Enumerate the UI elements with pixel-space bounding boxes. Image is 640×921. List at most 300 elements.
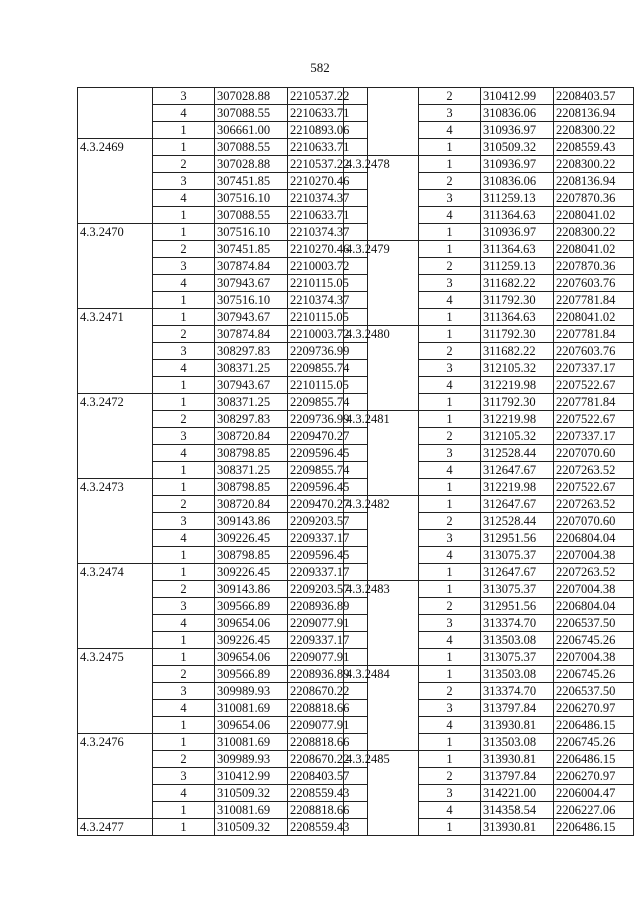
table-row	[78, 360, 368, 377]
plot-id-cell: 4.3.2476	[78, 734, 153, 751]
point-number-cell: 2	[153, 411, 215, 428]
x-coordinate-cell: 307943.67	[215, 275, 288, 292]
table-row	[78, 462, 368, 479]
x-coordinate-cell: 311682.22	[481, 275, 554, 292]
x-coordinate-cell: 307028.88	[215, 156, 288, 173]
point-number-cell: 4	[153, 105, 215, 122]
x-coordinate-cell: 313797.84	[481, 768, 554, 785]
x-coordinate-cell: 314358.54	[481, 802, 554, 819]
y-coordinate-cell: 2206486.15	[554, 751, 634, 768]
point-number-cell: 3	[153, 683, 215, 700]
plot-id-cell	[344, 649, 419, 666]
y-coordinate-cell: 2209855.74	[288, 394, 368, 411]
x-coordinate-cell: 312951.56	[481, 530, 554, 547]
plot-id-cell	[78, 241, 153, 258]
x-coordinate-cell: 313797.84	[481, 700, 554, 717]
y-coordinate-cell: 2209596.45	[288, 445, 368, 462]
y-coordinate-cell: 2209596.45	[288, 479, 368, 496]
plot-id-cell	[344, 564, 419, 581]
y-coordinate-cell: 2209077.91	[288, 649, 368, 666]
x-coordinate-cell: 310936.97	[481, 156, 554, 173]
table-row	[78, 428, 368, 445]
x-coordinate-cell: 312647.67	[481, 462, 554, 479]
plot-id-cell: 4.3.2472	[78, 394, 153, 411]
y-coordinate-cell: 2210537.22	[288, 88, 368, 105]
plot-id-cell	[78, 411, 153, 428]
table-row	[344, 819, 634, 836]
table-row	[344, 241, 634, 258]
point-number-cell: 1	[153, 224, 215, 241]
table-row	[344, 547, 634, 564]
table-row	[78, 241, 368, 258]
plot-id-cell	[78, 530, 153, 547]
y-coordinate-cell: 2208818.66	[288, 802, 368, 819]
x-coordinate-cell: 307088.55	[215, 139, 288, 156]
plot-id-cell	[78, 751, 153, 768]
x-coordinate-cell: 310081.69	[215, 700, 288, 717]
plot-id-cell: 4.3.2482	[344, 496, 419, 513]
plot-id-cell	[344, 309, 419, 326]
point-number-cell: 3	[153, 428, 215, 445]
table-row	[344, 649, 634, 666]
point-number-cell: 1	[153, 479, 215, 496]
point-number-cell: 1	[419, 819, 481, 836]
x-coordinate-cell: 309566.89	[215, 666, 288, 683]
x-coordinate-cell: 310081.69	[215, 802, 288, 819]
y-coordinate-cell: 2209077.91	[288, 615, 368, 632]
table-row	[78, 224, 368, 241]
x-coordinate-cell: 311682.22	[481, 343, 554, 360]
plot-id-cell	[344, 598, 419, 615]
x-coordinate-cell: 309654.06	[215, 615, 288, 632]
plot-id-cell	[78, 275, 153, 292]
x-coordinate-cell: 311259.13	[481, 190, 554, 207]
plot-id-cell	[78, 717, 153, 734]
point-number-cell: 1	[153, 632, 215, 649]
plot-id-cell	[78, 207, 153, 224]
x-coordinate-cell: 310509.32	[215, 819, 288, 836]
plot-id-cell	[344, 683, 419, 700]
point-number-cell: 2	[153, 241, 215, 258]
y-coordinate-cell: 2207781.84	[554, 394, 634, 411]
y-coordinate-cell: 2209470.27	[288, 428, 368, 445]
plot-id-cell	[344, 360, 419, 377]
point-number-cell: 3	[419, 445, 481, 462]
point-number-cell: 1	[419, 309, 481, 326]
table-row	[344, 717, 634, 734]
y-coordinate-cell: 2208041.02	[554, 207, 634, 224]
point-number-cell: 1	[419, 326, 481, 343]
point-number-cell: 4	[153, 445, 215, 462]
table-row	[344, 666, 634, 683]
y-coordinate-cell: 2206804.04	[554, 530, 634, 547]
table-row	[78, 785, 368, 802]
plot-id-cell	[78, 513, 153, 530]
table-row	[344, 564, 634, 581]
x-coordinate-cell: 309566.89	[215, 598, 288, 615]
y-coordinate-cell: 2209736.99	[288, 411, 368, 428]
y-coordinate-cell: 2207603.76	[554, 343, 634, 360]
point-number-cell: 1	[419, 581, 481, 598]
table-row	[344, 275, 634, 292]
point-number-cell: 4	[419, 462, 481, 479]
y-coordinate-cell: 2210003.72	[288, 258, 368, 275]
plot-id-cell	[78, 581, 153, 598]
plot-id-cell	[344, 547, 419, 564]
y-coordinate-cell: 2208936.89	[288, 666, 368, 683]
point-number-cell: 2	[153, 666, 215, 683]
point-number-cell: 1	[153, 377, 215, 394]
point-number-cell: 4	[153, 190, 215, 207]
table-row	[78, 105, 368, 122]
y-coordinate-cell: 2208300.22	[554, 224, 634, 241]
y-coordinate-cell: 2208559.43	[288, 785, 368, 802]
x-coordinate-cell: 313374.70	[481, 615, 554, 632]
x-coordinate-cell: 314221.00	[481, 785, 554, 802]
y-coordinate-cell: 2207263.52	[554, 564, 634, 581]
y-coordinate-cell: 2208559.43	[554, 139, 634, 156]
plot-id-cell	[344, 275, 419, 292]
x-coordinate-cell: 310836.06	[481, 173, 554, 190]
y-coordinate-cell: 2207781.84	[554, 292, 634, 309]
x-coordinate-cell: 308371.25	[215, 360, 288, 377]
plot-id-cell: 4.3.2470	[78, 224, 153, 241]
plot-id-cell	[78, 88, 153, 105]
y-coordinate-cell: 2206486.15	[554, 717, 634, 734]
plot-id-cell: 4.3.2484	[344, 666, 419, 683]
x-coordinate-cell: 308798.85	[215, 445, 288, 462]
x-coordinate-cell: 312219.98	[481, 479, 554, 496]
table-row	[344, 479, 634, 496]
plot-id-cell	[78, 360, 153, 377]
table-row	[344, 785, 634, 802]
x-coordinate-cell: 313075.37	[481, 547, 554, 564]
point-number-cell: 1	[419, 496, 481, 513]
y-coordinate-cell: 2209596.45	[288, 547, 368, 564]
y-coordinate-cell: 2209337.17	[288, 530, 368, 547]
y-coordinate-cell: 2206227.06	[554, 802, 634, 819]
y-coordinate-cell: 2207004.38	[554, 649, 634, 666]
y-coordinate-cell: 2208403.57	[554, 88, 634, 105]
y-coordinate-cell: 2208936.89	[288, 598, 368, 615]
y-coordinate-cell: 2206745.26	[554, 666, 634, 683]
table-row	[344, 462, 634, 479]
y-coordinate-cell: 2208818.66	[288, 734, 368, 751]
table-row	[78, 768, 368, 785]
point-number-cell: 1	[419, 564, 481, 581]
table-row	[78, 751, 368, 768]
point-number-cell: 4	[419, 717, 481, 734]
plot-id-cell	[344, 122, 419, 139]
x-coordinate-cell: 307028.88	[215, 88, 288, 105]
point-number-cell: 1	[153, 207, 215, 224]
y-coordinate-cell: 2206804.04	[554, 598, 634, 615]
plot-id-cell	[344, 700, 419, 717]
y-coordinate-cell: 2208136.94	[554, 105, 634, 122]
plot-id-cell: 4.3.2469	[78, 139, 153, 156]
x-coordinate-cell: 308798.85	[215, 547, 288, 564]
point-number-cell: 1	[153, 649, 215, 666]
x-coordinate-cell: 309226.45	[215, 632, 288, 649]
table-row	[344, 377, 634, 394]
y-coordinate-cell: 2209855.74	[288, 462, 368, 479]
point-number-cell: 1	[153, 547, 215, 564]
table-row	[344, 445, 634, 462]
plot-id-cell	[344, 343, 419, 360]
plot-id-cell	[344, 632, 419, 649]
point-number-cell: 1	[153, 139, 215, 156]
plot-id-cell	[344, 377, 419, 394]
y-coordinate-cell: 2209337.17	[288, 564, 368, 581]
x-coordinate-cell: 308798.85	[215, 479, 288, 496]
table-row	[78, 88, 368, 105]
table-row	[78, 207, 368, 224]
table-row	[78, 343, 368, 360]
table-row	[344, 343, 634, 360]
plot-id-cell	[78, 547, 153, 564]
y-coordinate-cell: 2210003.72	[288, 326, 368, 343]
point-number-cell: 3	[153, 768, 215, 785]
plot-id-cell	[78, 615, 153, 632]
plot-id-cell	[78, 700, 153, 717]
point-number-cell: 2	[153, 496, 215, 513]
x-coordinate-cell: 308720.84	[215, 428, 288, 445]
plot-id-cell	[78, 632, 153, 649]
y-coordinate-cell: 2207870.36	[554, 258, 634, 275]
table-row	[78, 190, 368, 207]
plot-id-cell: 4.3.2483	[344, 581, 419, 598]
y-coordinate-cell: 2206537.50	[554, 683, 634, 700]
table-row	[78, 326, 368, 343]
plot-id-cell	[344, 88, 419, 105]
plot-id-cell	[78, 292, 153, 309]
y-coordinate-cell: 2207337.17	[554, 360, 634, 377]
point-number-cell: 3	[153, 258, 215, 275]
table-row	[78, 173, 368, 190]
point-number-cell: 3	[153, 598, 215, 615]
point-number-cell: 4	[419, 207, 481, 224]
x-coordinate-cell: 308297.83	[215, 411, 288, 428]
y-coordinate-cell: 2210115.05	[288, 309, 368, 326]
table-row	[344, 156, 634, 173]
plot-id-cell	[78, 156, 153, 173]
table-row	[78, 411, 368, 428]
x-coordinate-cell: 312647.67	[481, 564, 554, 581]
y-coordinate-cell: 2208300.22	[554, 156, 634, 173]
table-row	[78, 666, 368, 683]
x-coordinate-cell: 310412.99	[215, 768, 288, 785]
point-number-cell: 4	[153, 360, 215, 377]
y-coordinate-cell: 2207070.60	[554, 445, 634, 462]
y-coordinate-cell: 2210633.71	[288, 105, 368, 122]
y-coordinate-cell: 2206486.15	[554, 819, 634, 836]
y-coordinate-cell: 2209337.17	[288, 632, 368, 649]
y-coordinate-cell: 2207070.60	[554, 513, 634, 530]
plot-id-cell	[344, 258, 419, 275]
table-row	[78, 139, 368, 156]
point-number-cell: 4	[153, 275, 215, 292]
table-row	[78, 649, 368, 666]
point-number-cell: 1	[153, 309, 215, 326]
point-number-cell: 1	[153, 462, 215, 479]
plot-id-cell	[78, 496, 153, 513]
point-number-cell: 4	[419, 377, 481, 394]
y-coordinate-cell: 2209855.74	[288, 360, 368, 377]
x-coordinate-cell: 310081.69	[215, 734, 288, 751]
plot-id-cell	[344, 190, 419, 207]
point-number-cell: 2	[153, 751, 215, 768]
x-coordinate-cell: 313503.08	[481, 666, 554, 683]
y-coordinate-cell: 2207337.17	[554, 428, 634, 445]
point-number-cell: 1	[153, 717, 215, 734]
y-coordinate-cell: 2208403.57	[288, 768, 368, 785]
plot-id-cell	[78, 445, 153, 462]
point-number-cell: 3	[419, 530, 481, 547]
y-coordinate-cell: 2210270.46	[288, 173, 368, 190]
y-coordinate-cell: 2208136.94	[554, 173, 634, 190]
y-coordinate-cell: 2206745.26	[554, 734, 634, 751]
point-number-cell: 3	[419, 785, 481, 802]
y-coordinate-cell: 2207781.84	[554, 326, 634, 343]
table-row	[344, 88, 634, 105]
x-coordinate-cell: 309226.45	[215, 564, 288, 581]
point-number-cell: 3	[153, 343, 215, 360]
point-number-cell: 3	[419, 190, 481, 207]
point-number-cell: 2	[419, 258, 481, 275]
y-coordinate-cell: 2208670.22	[288, 751, 368, 768]
y-coordinate-cell: 2207522.67	[554, 377, 634, 394]
table-row	[78, 496, 368, 513]
x-coordinate-cell: 307088.55	[215, 105, 288, 122]
x-coordinate-cell: 307451.85	[215, 241, 288, 258]
point-number-cell: 3	[153, 173, 215, 190]
x-coordinate-cell: 311259.13	[481, 258, 554, 275]
point-number-cell: 4	[419, 632, 481, 649]
x-coordinate-cell: 312105.32	[481, 428, 554, 445]
plot-id-cell: 4.3.2477	[78, 819, 153, 836]
plot-id-cell	[344, 224, 419, 241]
point-number-cell: 2	[419, 768, 481, 785]
table-row	[78, 547, 368, 564]
x-coordinate-cell: 310509.32	[481, 139, 554, 156]
plot-id-cell	[344, 479, 419, 496]
x-coordinate-cell: 309989.93	[215, 683, 288, 700]
table-row	[344, 496, 634, 513]
point-number-cell: 3	[153, 88, 215, 105]
point-number-cell: 1	[153, 819, 215, 836]
point-number-cell: 2	[419, 343, 481, 360]
point-number-cell: 1	[419, 479, 481, 496]
plot-id-cell	[78, 666, 153, 683]
point-number-cell: 1	[419, 751, 481, 768]
y-coordinate-cell: 2207263.52	[554, 496, 634, 513]
plot-id-cell	[78, 258, 153, 275]
point-number-cell: 4	[153, 615, 215, 632]
table-row	[78, 530, 368, 547]
plot-id-cell	[78, 377, 153, 394]
x-coordinate-cell: 311792.30	[481, 394, 554, 411]
y-coordinate-cell: 2210537.22	[288, 156, 368, 173]
point-number-cell: 4	[153, 785, 215, 802]
page-number: 582	[310, 60, 330, 75]
plot-id-cell: 4.3.2471	[78, 309, 153, 326]
table-row	[78, 564, 368, 581]
x-coordinate-cell: 312219.98	[481, 377, 554, 394]
x-coordinate-cell: 313503.08	[481, 734, 554, 751]
point-number-cell: 3	[419, 105, 481, 122]
point-number-cell: 1	[153, 122, 215, 139]
plot-id-cell	[78, 105, 153, 122]
y-coordinate-cell: 2209203.57	[288, 581, 368, 598]
x-coordinate-cell: 307943.67	[215, 309, 288, 326]
x-coordinate-cell: 308720.84	[215, 496, 288, 513]
point-number-cell: 2	[419, 513, 481, 530]
x-coordinate-cell: 311364.63	[481, 241, 554, 258]
plot-id-cell: 4.3.2480	[344, 326, 419, 343]
right-coordinate-table	[343, 87, 634, 836]
table-row	[78, 275, 368, 292]
plot-id-cell	[344, 513, 419, 530]
plot-id-cell	[78, 173, 153, 190]
x-coordinate-cell: 310936.97	[481, 122, 554, 139]
table-row	[344, 360, 634, 377]
table-row	[344, 751, 634, 768]
plot-id-cell	[78, 428, 153, 445]
plot-id-cell	[344, 462, 419, 479]
y-coordinate-cell: 2209077.91	[288, 717, 368, 734]
table-row	[344, 309, 634, 326]
x-coordinate-cell: 311792.30	[481, 292, 554, 309]
table-row	[78, 292, 368, 309]
point-number-cell: 2	[153, 581, 215, 598]
table-row	[78, 513, 368, 530]
point-number-cell: 2	[153, 326, 215, 343]
plot-id-cell	[78, 683, 153, 700]
y-coordinate-cell: 2207603.76	[554, 275, 634, 292]
x-coordinate-cell: 311792.30	[481, 326, 554, 343]
table-row	[344, 105, 634, 122]
point-number-cell: 2	[419, 428, 481, 445]
x-coordinate-cell: 313930.81	[481, 819, 554, 836]
table-row	[344, 530, 634, 547]
table-row	[344, 615, 634, 632]
point-number-cell: 2	[419, 88, 481, 105]
x-coordinate-cell: 312219.98	[481, 411, 554, 428]
x-coordinate-cell: 310412.99	[481, 88, 554, 105]
plot-id-cell	[344, 734, 419, 751]
point-number-cell: 4	[153, 700, 215, 717]
table-row	[78, 700, 368, 717]
plot-id-cell	[344, 428, 419, 445]
point-number-cell: 1	[153, 564, 215, 581]
point-number-cell: 3	[419, 700, 481, 717]
x-coordinate-cell: 312647.67	[481, 496, 554, 513]
point-number-cell: 1	[419, 394, 481, 411]
plot-id-cell	[344, 207, 419, 224]
table-row	[344, 802, 634, 819]
plot-id-cell	[344, 768, 419, 785]
plot-id-cell	[344, 717, 419, 734]
y-coordinate-cell: 2206004.47	[554, 785, 634, 802]
point-number-cell: 3	[419, 615, 481, 632]
table-row	[78, 598, 368, 615]
x-coordinate-cell: 312105.32	[481, 360, 554, 377]
point-number-cell: 1	[153, 394, 215, 411]
y-coordinate-cell: 2208670.22	[288, 683, 368, 700]
x-coordinate-cell: 310836.06	[481, 105, 554, 122]
y-coordinate-cell: 2210115.05	[288, 275, 368, 292]
x-coordinate-cell: 313930.81	[481, 717, 554, 734]
